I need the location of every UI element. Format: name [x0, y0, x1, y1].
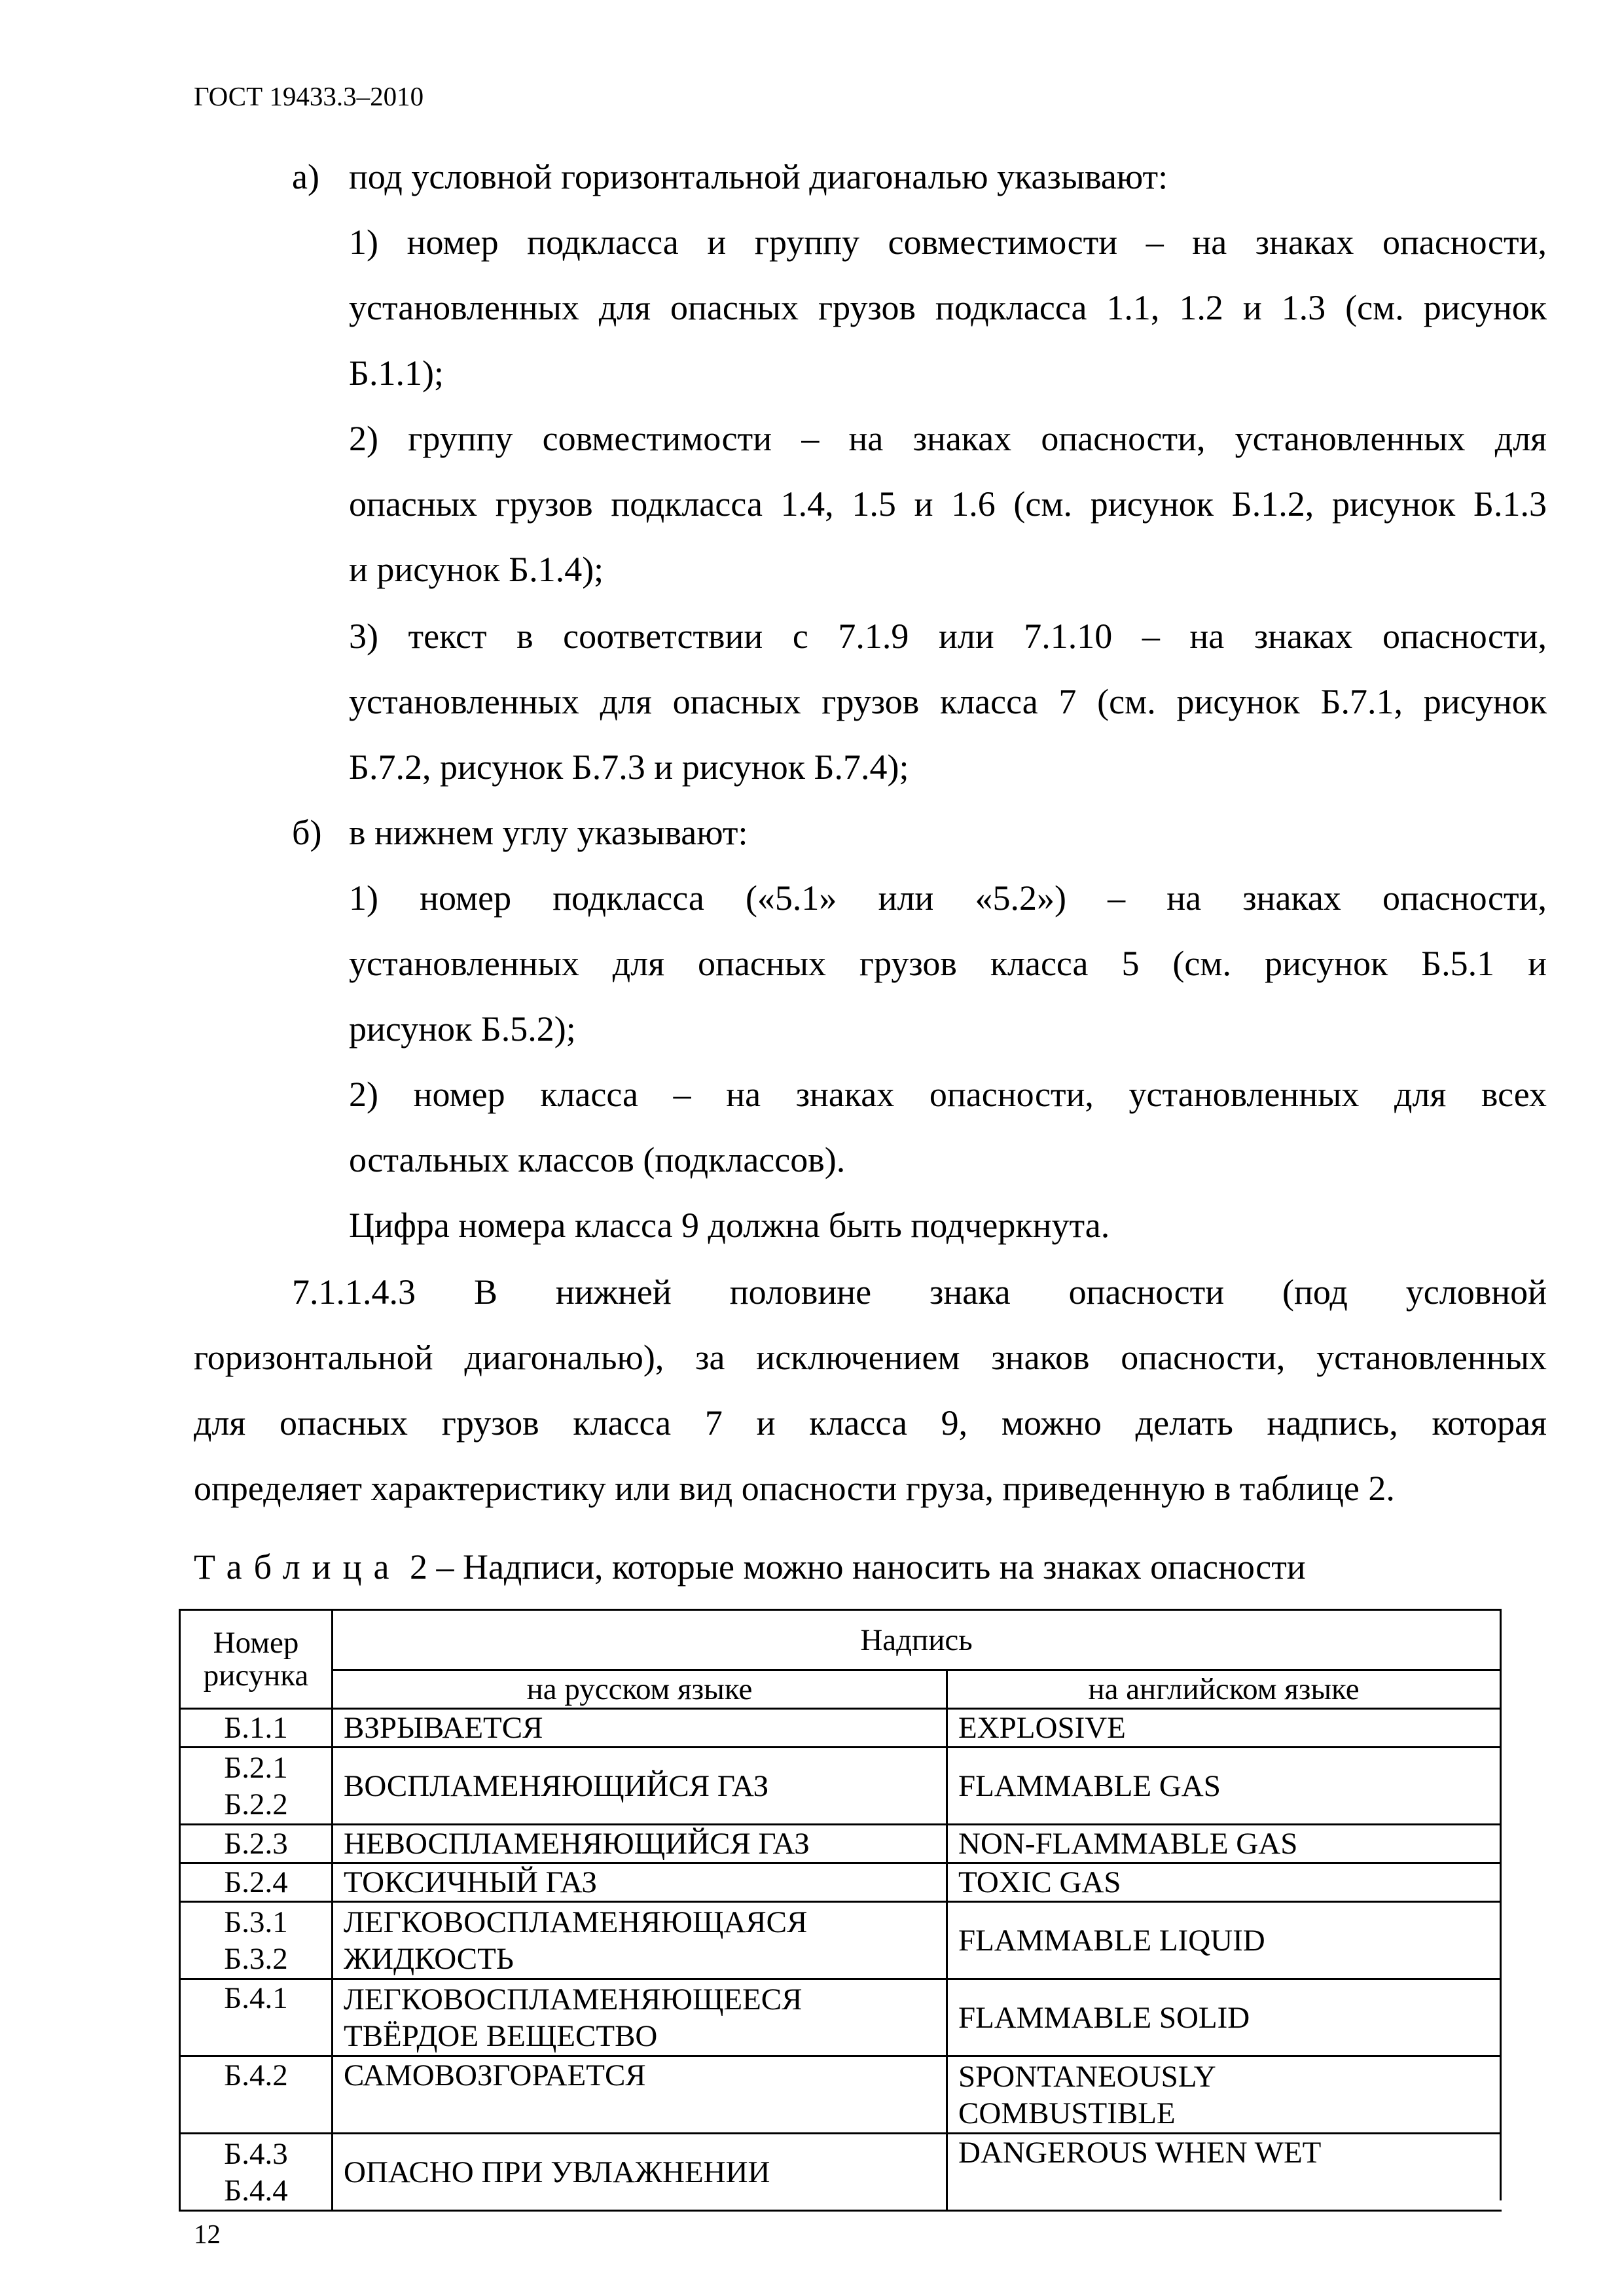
- list-a-item-1-line-3: Б.1.1);: [349, 353, 444, 393]
- list-a-item-3-line-2: установленных для опасных грузов класса 7 (см. рисунок Б.7.1, рисунок: [349, 682, 1547, 721]
- cell-russian: ВЗРЫВАЕТСЯ: [333, 1709, 947, 1748]
- list-b-item-1-line-1: 1) номер подкласса («5.1» или «5.2») – на знаках опасности,: [349, 878, 1547, 918]
- list-b-item-2-line-1: 2) номер класса – на знаках опасности, установленных для всех: [349, 1075, 1547, 1114]
- list-a-item-1-line-1: 1) номер подкласса и группу совместимости – на знаках опасности,: [349, 223, 1547, 262]
- cell-figure: Б.2.4: [180, 1863, 333, 1902]
- table-row: [180, 1709, 1501, 1748]
- cell-english: [947, 2056, 1501, 2134]
- clause-line-1: 7.1.1.4.3 В нижней половине знака опасности (под условной: [292, 1272, 1547, 1312]
- cell-english-line: SPONTANEOUSLY: [958, 2059, 1216, 2094]
- list-a-item-3-line-3: Б.7.2, рисунок Б.7.3 и рисунок Б.7.4);: [349, 747, 909, 787]
- cell-russian: [333, 1979, 947, 2056]
- cell-figure-line: Б.3.2: [224, 1941, 288, 1976]
- list-marker-b: б): [292, 813, 322, 852]
- cell-figure: Б.2.3: [180, 1825, 333, 1863]
- list-b-item-1-line-3: рисунок Б.5.2);: [349, 1009, 576, 1049]
- cell-figure-line: Б.3.1: [224, 1905, 288, 1939]
- list-marker-a: а): [292, 157, 319, 196]
- list-b-item-2-line-2: остальных классов (подклассов).: [349, 1140, 846, 1179]
- cell-russian: ОПАСНО ПРИ УВЛАЖНЕНИИ: [333, 2134, 947, 2211]
- cell-english: FLAMMABLE LIQUID: [947, 1902, 1501, 1979]
- list-a-item-3-line-1: 3) текст в соответствии с 7.1.9 или 7.1.10 – на знаках опасности,: [349, 617, 1547, 656]
- table-caption-label: Таблица: [194, 1547, 401, 1587]
- cell-russian: [333, 1902, 947, 1979]
- clause-line-3: для опасных грузов класса 7 и класса 9, можно делать надпись, которая: [194, 1403, 1547, 1443]
- cell-figure-line: Б.2.1: [224, 1750, 288, 1785]
- cell-english: TOXIC GAS: [947, 1863, 1501, 1902]
- page-number: 12: [194, 2219, 221, 2249]
- cell-russian: ВОСПЛАМЕНЯЮЩИЙСЯ ГАЗ: [333, 1748, 947, 1825]
- clause-line-4: определяет характеристику или вид опасности груза, приведенную в таблице 2.: [194, 1469, 1395, 1508]
- cell-russian-line: ЖИДКОСТЬ: [344, 1941, 514, 1976]
- table-row: [180, 1825, 1501, 1863]
- cell-figure: [180, 1748, 333, 1825]
- list-b-heading: в нижнем углу указывают:: [349, 813, 748, 852]
- list-a-item-2-line-3: и рисунок Б.1.4);: [349, 550, 604, 589]
- cell-russian-line: ТВЁРДОЕ ВЕЩЕСТВО: [344, 2018, 658, 2053]
- table-caption-text: 2 – Надписи, которые можно наносить на знаках опасности: [401, 1547, 1306, 1587]
- inscriptions-table: [179, 1609, 1502, 2212]
- table-row: [180, 2056, 1501, 2134]
- col-header-russian: на русском языке: [333, 1670, 947, 1709]
- cell-figure-line: Б.4.4: [224, 2173, 288, 2208]
- cell-russian: САМОВОЗГОРАЕТСЯ: [333, 2056, 947, 2134]
- cell-figure: Б.1.1: [180, 1709, 333, 1748]
- cell-russian-line: ЛЕГКОВОСПЛАМЕНЯЮЩАЯСЯ: [344, 1905, 808, 1939]
- cell-english: NON-FLAMMABLE GAS: [947, 1825, 1501, 1863]
- table-border-gap: [1231, 2200, 1506, 2210]
- cell-figure: [180, 2134, 333, 2211]
- clause-line-2: горизонтальной диагональю), за исключением знаков опасности, установленных: [194, 1338, 1547, 1377]
- cell-russian: НЕВОСПЛАМЕНЯЮЩИЙСЯ ГАЗ: [333, 1825, 947, 1863]
- cell-english: DANGEROUS WHEN WET: [947, 2134, 1501, 2211]
- list-a-item-1-line-2: установленных для опасных грузов подкласса 1.1, 1.2 и 1.3 (см. рисунок: [349, 288, 1547, 327]
- document-header: ГОСТ 19433.3–2010: [194, 81, 424, 111]
- cell-figure: [180, 1902, 333, 1979]
- table-row: [180, 1979, 1501, 2056]
- table-row: [180, 1902, 1501, 1979]
- list-b-item-1-line-2: установленных для опасных грузов класса 5 (см. рисунок Б.5.1 и: [349, 944, 1547, 983]
- table-row: [180, 2134, 1501, 2211]
- cell-english: FLAMMABLE SOLID: [947, 1979, 1501, 2056]
- cell-figure-line: Б.2.2: [224, 1787, 288, 1821]
- table-row: [180, 1863, 1501, 1902]
- list-a-heading: под условной горизонтальной диагональю указывают:: [349, 157, 1168, 196]
- cell-figure: Б.4.1: [180, 1979, 333, 2056]
- list-a-item-2-line-1: 2) группу совместимости – на знаках опасности, установленных для: [349, 419, 1547, 458]
- col-header-inscription: Надпись: [333, 1610, 1501, 1670]
- list-b-note: Цифра номера класса 9 должна быть подчеркнута.: [349, 1206, 1110, 1245]
- col-header-figure-number: Номер рисунка: [180, 1610, 333, 1709]
- col-header-english: на английском языке: [947, 1670, 1501, 1709]
- list-a-item-2-line-2: опасных грузов подкласса 1.4, 1.5 и 1.6 (см. рисунок Б.1.2, рисунок Б.1.3: [349, 484, 1547, 524]
- cell-english: FLAMMABLE GAS: [947, 1748, 1501, 1825]
- table-row: [180, 1748, 1501, 1825]
- cell-russian-line: ЛЕГКОВОСПЛАМЕНЯЮЩЕЕСЯ: [344, 1982, 803, 2017]
- cell-figure: Б.4.2: [180, 2056, 333, 2134]
- cell-russian: ТОКСИЧНЫЙ ГАЗ: [333, 1863, 947, 1902]
- cell-english: EXPLOSIVE: [947, 1709, 1501, 1748]
- table-caption: [194, 1546, 1306, 1588]
- cell-figure-line: Б.4.3: [224, 2136, 288, 2171]
- cell-english-line: COMBUSTIBLE: [958, 2096, 1176, 2130]
